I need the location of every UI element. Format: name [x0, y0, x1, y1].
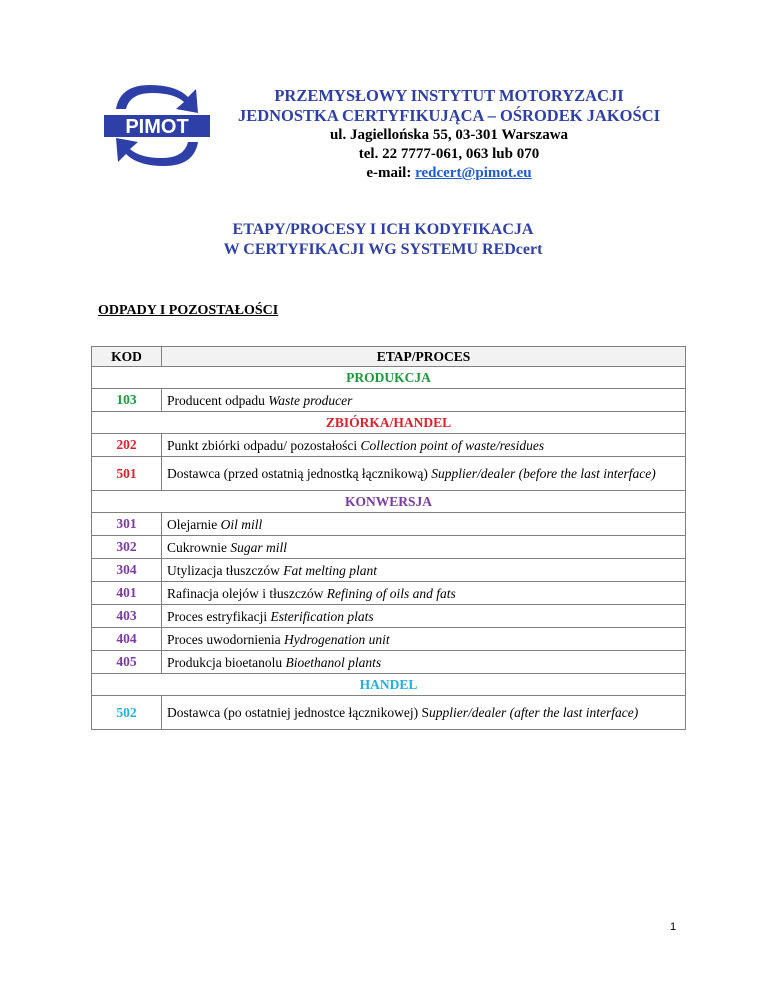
document-title-line2: W CERTYFIKACJI WG SYSTEMU REDcert	[223, 241, 543, 258]
process-code: 502	[92, 696, 162, 730]
logo-text: PIMOT	[125, 116, 189, 138]
email-label: e-mail:	[366, 165, 412, 181]
process-description	[162, 605, 686, 628]
process-name-english: Bioethanol plants	[285, 654, 382, 670]
process-description	[162, 559, 686, 582]
process-name-polish: Olejarnie	[167, 516, 218, 532]
process-description	[162, 696, 686, 730]
process-description	[162, 582, 686, 605]
table-row	[92, 696, 686, 730]
group-heading: PRODUKCJA	[92, 367, 686, 389]
process-description	[162, 434, 686, 457]
process-description	[162, 513, 686, 536]
email-line	[214, 164, 684, 183]
table-row	[92, 605, 686, 628]
column-header-process: ETAP/PROCES	[162, 347, 686, 367]
process-name-english: Supplier/dealer (before the last interface)	[431, 466, 656, 481]
process-name-english: Collection point of waste/residues	[360, 437, 545, 453]
process-code: 403	[92, 605, 162, 628]
process-name-english: Fat melting plant	[283, 562, 377, 578]
process-name-polish: Produkcja bioetanolu	[167, 654, 283, 670]
page-number: 1	[670, 921, 677, 933]
table-row	[92, 582, 686, 605]
process-name-polish: Punkt zbiórki odpadu/ pozostałości	[167, 437, 361, 453]
phone: tel. 22 7777-061, 063 lub 070	[358, 146, 540, 162]
process-code: 202	[92, 434, 162, 457]
process-name-polish: Dostawca (przed ostatnią jednostką łącznikową)	[167, 466, 432, 481]
process-name-english: Esterification plats	[270, 608, 374, 624]
group-row	[92, 674, 686, 696]
process-name-english: Sugar mill	[230, 539, 288, 555]
process-code: 302	[92, 536, 162, 559]
pimot-logo	[98, 79, 216, 172]
process-name-polish: Rafinacja olejów i tłuszczów	[167, 585, 324, 601]
process-name-english: Hydrogenation unit	[283, 631, 390, 647]
table-row	[92, 434, 686, 457]
group-row	[92, 491, 686, 513]
process-code: 404	[92, 628, 162, 651]
institute-header	[214, 86, 684, 183]
table-row	[92, 536, 686, 559]
table-body	[92, 347, 686, 730]
process-name-english: Waste producer	[268, 392, 353, 408]
document-title-line1: ETAPY/PROCESY I ICH KODYFIKACJA	[232, 221, 534, 238]
process-name-english: upplier/dealer (after the last interface)	[429, 705, 639, 720]
process-name-polish: Proces uwodornienia	[167, 631, 281, 647]
document-title	[140, 220, 626, 260]
process-code-table	[91, 346, 686, 730]
certification-unit: JEDNOSTKA CERTYFIKUJĄCA – OŚRODEK JAKOŚCI	[237, 106, 661, 125]
table-row	[92, 389, 686, 412]
process-description	[162, 628, 686, 651]
institute-name: PRZEMYSŁOWY INSTYTUT MOTORYZACJI	[274, 86, 624, 105]
group-row	[92, 367, 686, 389]
process-description	[162, 651, 686, 674]
process-name-polish: Producent odpadu	[167, 392, 265, 408]
process-description	[162, 457, 686, 491]
process-description	[162, 389, 686, 412]
table-row	[92, 628, 686, 651]
email-link[interactable]: redcert@pimot.eu	[415, 165, 532, 181]
group-heading: HANDEL	[92, 674, 686, 696]
process-name-polish: Dostawca (po ostatniej jednostce łącznikowej) S	[167, 705, 430, 720]
section-heading: ODPADY I POZOSTAŁOŚCI	[98, 303, 279, 318]
column-header-code: KOD	[92, 347, 162, 367]
process-code: 501	[92, 457, 162, 491]
process-description	[162, 536, 686, 559]
process-name-english: Oil mill	[220, 516, 263, 532]
process-name-english: Refining of oils and fats	[326, 585, 456, 601]
group-heading: ZBIÓRKA/HANDEL	[92, 412, 686, 434]
process-name-polish: Proces estryfikacji	[167, 608, 268, 624]
process-code: 103	[92, 389, 162, 412]
table-row	[92, 513, 686, 536]
process-name-polish: Cukrownie	[167, 539, 227, 555]
table-row	[92, 457, 686, 491]
process-name-polish: Utylizacja tłuszczów	[167, 562, 280, 578]
table-row	[92, 651, 686, 674]
process-code: 401	[92, 582, 162, 605]
address: ul. Jagiellońska 55, 03-301 Warszawa	[329, 127, 569, 143]
table-row	[92, 559, 686, 582]
process-code: 301	[92, 513, 162, 536]
group-row	[92, 412, 686, 434]
table-header-row	[92, 347, 686, 367]
group-heading: KONWERSJA	[92, 491, 686, 513]
process-code: 304	[92, 559, 162, 582]
process-code: 405	[92, 651, 162, 674]
